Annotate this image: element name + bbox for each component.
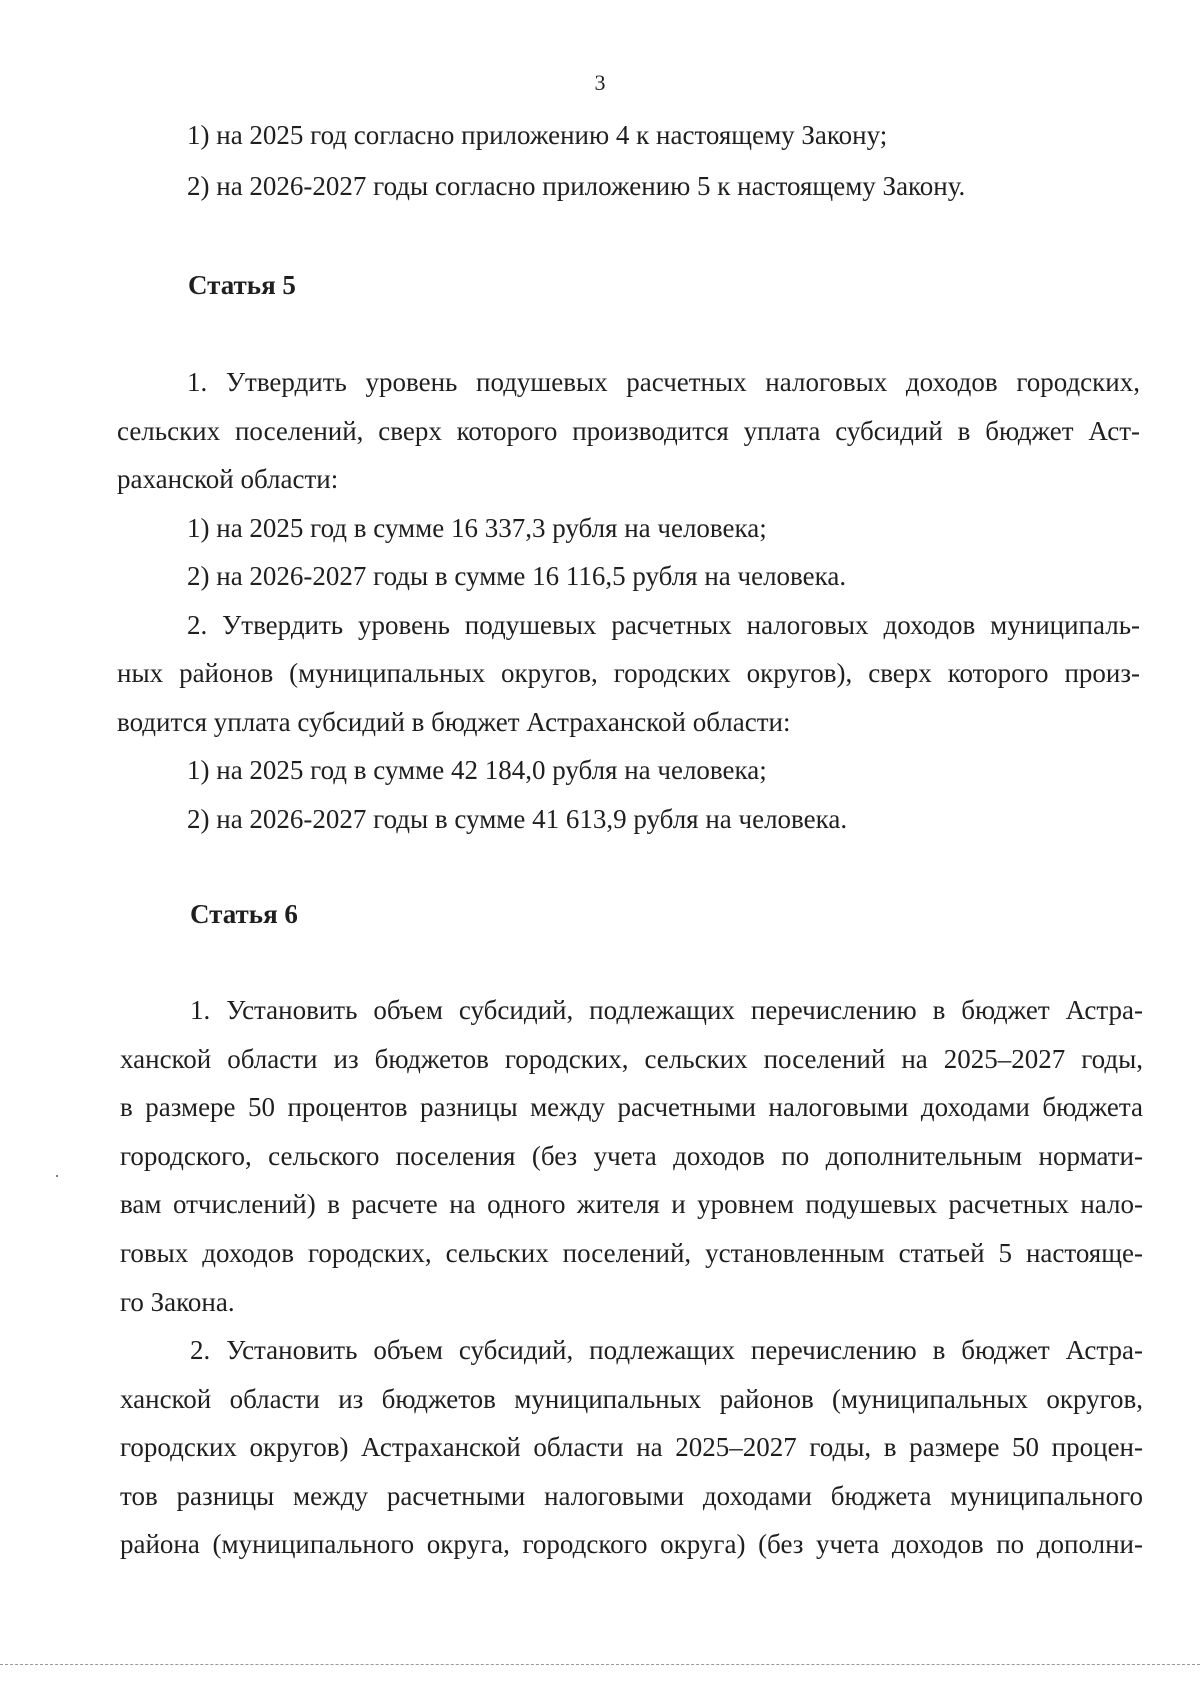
list-item: 2) на 2026-2027 годы в сумме 16 116,5 рубля на человека. (187, 561, 847, 591)
paragraph-line: говых доходов городских, сельских поселений, установленным статьей 5 настояще- (120, 1238, 1143, 1268)
paragraph-line: городских округов) Астраханской области на 2025–2027 годы, в размере 50 процен- (120, 1432, 1143, 1462)
scan-edge-line (0, 1664, 1200, 1665)
paragraph-line: 2. Утвердить уровень подушевых расчетных налоговых доходов муниципаль- (187, 610, 1140, 640)
scan-speck (56, 1175, 58, 1177)
paragraph-line: ных районов (муниципальных округов, городских округов), сверх которого произ- (117, 658, 1140, 688)
paragraph-line: го Закона. (120, 1287, 235, 1317)
paragraph-line: 1. Утвердить уровень подушевых расчетных налоговых доходов городских, (187, 367, 1140, 397)
paragraph-line: вам отчислений) в расчете на одного жителя и уровнем подушевых расчетных нало- (120, 1189, 1143, 1219)
paragraph-line: района (муниципального округа, городского округа) (без учета доходов по дополни- (120, 1529, 1143, 1559)
paragraph-line: ханской области из бюджетов городских, сельских поселений на 2025–2027 годы, (120, 1044, 1143, 1074)
list-item: 1) на 2025 год в сумме 16 337,3 рубля на человека; (187, 513, 767, 543)
paragraph-line: 1. Установить объем субсидий, подлежащих перечислению в бюджет Астра- (190, 995, 1143, 1025)
paragraph-line: ханской области из бюджетов муниципальных районов (муниципальных округов, (120, 1384, 1143, 1414)
list-item: 1) на 2025 год согласно приложению 4 к настоящему Закону; (187, 120, 888, 150)
article-5-heading: Статья 5 (188, 270, 296, 300)
page-number: 3 (594, 70, 606, 95)
paragraph-line: водится уплата субсидий в бюджет Астраханской области: (117, 707, 791, 737)
article-6-heading: Статья 6 (190, 899, 298, 929)
paragraph-line: раханской области: (117, 464, 339, 494)
paragraph-line: сельских поселений, сверх которого производится уплата субсидий в бюджет Аст- (117, 416, 1140, 446)
paragraph-line: тов разницы между расчетными налоговыми доходами бюджета муниципального (120, 1481, 1143, 1511)
paragraph-line: в размере 50 процентов разницы между расчетными налоговыми доходами бюджета (120, 1092, 1143, 1122)
list-item: 2) на 2026-2027 годы в сумме 41 613,9 рубля на человека. (187, 804, 848, 834)
list-item: 1) на 2025 год в сумме 42 184,0 рубля на человека; (187, 755, 767, 785)
list-item: 2) на 2026-2027 годы согласно приложению 5 к настоящему Закону. (187, 171, 966, 201)
paragraph-line: 2. Установить объем субсидий, подлежащих перечислению в бюджет Астра- (190, 1335, 1143, 1365)
paragraph-line: городского, сельского поселения (без учета доходов по дополнительным нормати- (120, 1141, 1143, 1171)
